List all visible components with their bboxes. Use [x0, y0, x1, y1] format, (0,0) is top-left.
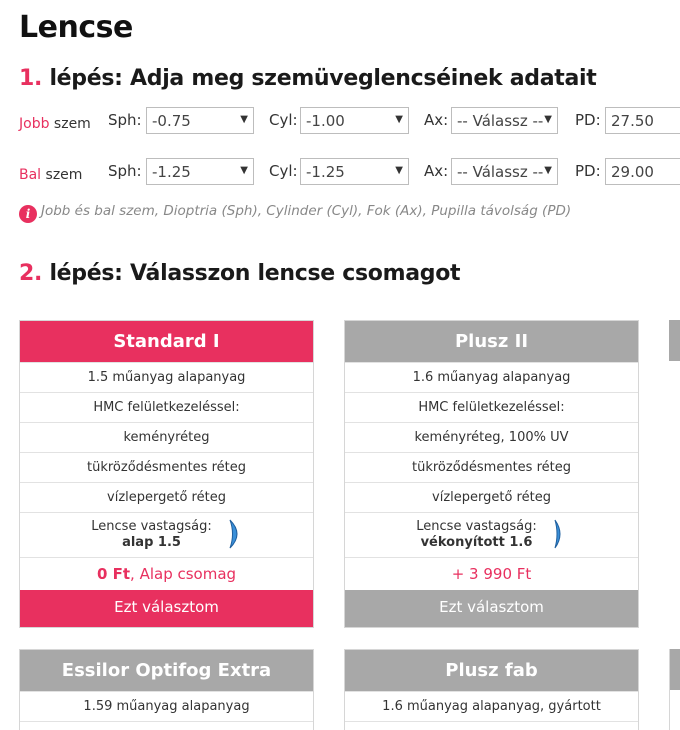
feature-row: 1.59 műanyag alapanyag: [20, 691, 313, 721]
feature-row: HMC felületkezeléssel:: [345, 392, 638, 422]
price-note: , Alap csomag: [130, 565, 237, 583]
chevron-down-icon: ▼: [544, 165, 552, 176]
right-eye-label: Jobb szem: [19, 116, 91, 132]
left-sph-select[interactable]: -1.25 ▼: [146, 158, 254, 185]
step2-number: 2.: [19, 261, 43, 286]
feature-row: vízlepergető réteg: [20, 482, 313, 512]
thickness-row: [345, 512, 638, 557]
choose-button[interactable]: Ezt választom: [20, 590, 313, 627]
left-cyl-select[interactable]: -1.25 ▼: [300, 158, 409, 185]
page-title: Lencse: [19, 10, 133, 45]
feature-row: vízlepergető réteg: [345, 482, 638, 512]
price-row: [20, 557, 313, 590]
right-sph-select[interactable]: -0.75 ▼: [146, 107, 254, 134]
left-pd-input[interactable]: 29.00: [605, 158, 680, 185]
feature-row: keményréteg: [20, 422, 313, 452]
chevron-down-icon: ▼: [395, 165, 403, 176]
thickness-value: alap 1.5: [122, 535, 181, 550]
right-pd-input[interactable]: 27.50: [605, 107, 680, 134]
chevron-down-icon: ▼: [395, 114, 403, 125]
feature-row: HMC felületkezeléssel:: [20, 392, 313, 422]
feature-row: tükröződésmentes réteg: [20, 452, 313, 482]
left-ax-select[interactable]: -- Válassz -- ▼: [451, 158, 558, 185]
package-name: Plusz fab: [345, 650, 638, 691]
lens-thickness-icon: [553, 519, 569, 549]
right-ax-select[interactable]: -- Válassz -- ▼: [451, 107, 558, 134]
thickness-value: vékonyított 1.6: [420, 535, 533, 550]
cyl-label: Cyl:: [269, 111, 298, 129]
feature-row: 1.6 műanyag alapanyag: [345, 362, 638, 392]
thickness-row: [20, 512, 313, 557]
cyl-label: Cyl:: [269, 162, 298, 180]
lens-thickness-icon: [228, 519, 244, 549]
feature-row: keményréteg, 100% UV: [345, 422, 638, 452]
step1-heading: [19, 66, 596, 91]
left-eye-row: [0, 158, 680, 186]
thickness-label: Lencse vastagság:: [91, 519, 212, 534]
pd-label: PD:: [575, 162, 601, 180]
sph-label: Sph:: [108, 162, 142, 180]
step2-title: lépés: Válasszon lencse csomagot: [49, 261, 461, 286]
package-name: Essilor Optifog Extra: [20, 650, 313, 691]
package-card-essilor[interactable]: [19, 649, 314, 730]
step2-heading: [19, 261, 460, 286]
feature-row: tükröződésmentes réteg: [345, 452, 638, 482]
package-card-standard[interactable]: [19, 320, 314, 628]
package-card-plusz-fab[interactable]: [344, 649, 639, 730]
package-card-partial[interactable]: [669, 649, 680, 730]
chevron-down-icon: ▼: [544, 114, 552, 125]
info-text: Jobb és bal szem, Dioptria (Sph), Cylinder (Cyl), Fok (Ax), Pupilla távolság (PD): [41, 203, 572, 219]
feature-row: 1.6 műanyag alapanyag, gyártott: [345, 691, 638, 721]
package-card-plusz-ii[interactable]: [344, 320, 639, 628]
ax-label: Ax:: [424, 111, 449, 129]
feature-row: 1.5 műanyag alapanyag: [20, 362, 313, 392]
package-name: Plusz II: [345, 321, 638, 362]
right-cyl-select[interactable]: -1.00 ▼: [300, 107, 409, 134]
chevron-down-icon: ▼: [240, 165, 248, 176]
step1-number: 1.: [19, 66, 43, 91]
info-icon: i: [19, 205, 37, 223]
feature-row: [345, 721, 638, 730]
info-note: [19, 203, 571, 223]
sph-label: Sph:: [108, 111, 142, 129]
feature-row: [20, 721, 313, 730]
left-eye-label: Bal szem: [19, 167, 83, 183]
package-card-partial[interactable]: [669, 320, 680, 361]
ax-label: Ax:: [424, 162, 449, 180]
thickness-label: Lencse vastagság:: [416, 519, 537, 534]
chevron-down-icon: ▼: [240, 114, 248, 125]
price-row: + 3 990 Ft: [345, 557, 638, 590]
pd-label: PD:: [575, 111, 601, 129]
step1-title: lépés: Adja meg szemüveglencséinek adatait: [49, 66, 597, 91]
choose-button[interactable]: Ezt választom: [345, 590, 638, 627]
right-eye-row: [0, 107, 680, 135]
price-value: 0 Ft: [96, 565, 131, 583]
package-name: Standard I: [20, 321, 313, 362]
